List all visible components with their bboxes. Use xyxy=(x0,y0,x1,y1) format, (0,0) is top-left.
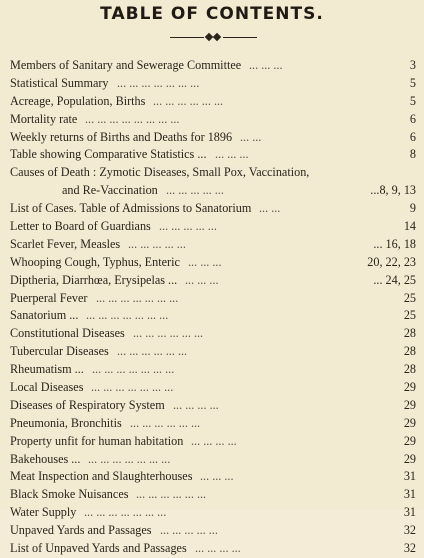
toc-entry-page: 29 xyxy=(403,397,416,412)
toc-entry-page: ... 16, 18 xyxy=(373,236,416,251)
toc-entry-leader: ... ... ... xyxy=(215,147,249,162)
toc-entry-leader: ... ... xyxy=(240,129,262,144)
toc-entry-page: 28 xyxy=(403,362,416,377)
toc-entry-label: Diptheria, Diarrhœa, Erysipelas ... xyxy=(10,272,178,287)
toc-entry-leader: ... ... ... ... ... ... xyxy=(130,415,201,430)
toc-entry-leader: ... ... ... ... ... xyxy=(128,236,186,251)
toc-entry-leader: ... ... ... ... ... xyxy=(159,219,217,234)
rule-dot xyxy=(213,33,221,41)
toc-entry-leader: ... ... ... ... ... ... ... xyxy=(96,290,179,305)
toc-entry xyxy=(10,218,416,236)
toc-entry-leader: ... ... ... ... xyxy=(173,397,219,412)
toc-entry-page: 31 xyxy=(403,469,416,484)
page-title: TABLE OF CONTENTS. xyxy=(100,4,324,24)
table-of-contents xyxy=(10,57,416,558)
toc-entry-label: Black Smoke Nuisances xyxy=(10,487,129,502)
toc-entry-page: 20, 22, 23 xyxy=(367,254,416,269)
toc-entry-page: 31 xyxy=(403,505,416,520)
toc-entry-label: Bakehouses ... xyxy=(10,451,81,466)
rule-line-left xyxy=(170,37,204,38)
toc-entry-label: Diseases of Respiratory System xyxy=(10,397,165,412)
toc-entry-page: 32 xyxy=(403,523,416,538)
toc-entry-page: 28 xyxy=(403,326,416,341)
toc-entry-page: 6 xyxy=(409,129,416,144)
toc-entry-leader: ... ... ... ... ... ... xyxy=(133,326,204,341)
toc-entry-leader: ... ... ... ... ... ... ... xyxy=(84,505,167,520)
toc-entry xyxy=(10,361,416,379)
toc-entry-label: Causes of Death : Zymotic Diseases, Small Pox, Vaccination, xyxy=(10,165,310,180)
rule-line-right xyxy=(223,37,257,38)
toc-entry-leader: ... ... ... xyxy=(200,469,234,484)
toc-entry-leader: ... ... ... ... ... xyxy=(166,183,224,198)
toc-entry xyxy=(10,397,416,415)
toc-entry-label: Puerperal Fever xyxy=(10,290,88,305)
toc-entry xyxy=(10,504,416,522)
toc-entry-label: Mortality rate xyxy=(10,111,78,126)
toc-entry-leader: ... ... ... ... ... ... ... xyxy=(88,451,171,466)
toc-entry-page: 5 xyxy=(409,93,416,108)
toc-entry-leader: ... ... xyxy=(259,201,281,216)
toc-entry-page: 8 xyxy=(409,147,416,162)
toc-entry xyxy=(10,290,416,308)
toc-entry-page: 5 xyxy=(409,75,416,90)
toc-entry-leader: ... ... ... xyxy=(249,58,283,72)
toc-entry-leader: ... ... ... ... ... ... ... xyxy=(92,362,175,377)
toc-entry xyxy=(10,486,416,504)
toc-entry-page: ...8, 9, 13 xyxy=(370,183,416,198)
toc-entry-label: Property unfit for human habitation xyxy=(10,433,184,448)
toc-entry xyxy=(10,540,416,558)
toc-entry-label: List of Unpaved Yards and Passages xyxy=(10,541,187,556)
toc-entry-leader: ... ... ... xyxy=(185,272,219,287)
toc-entry xyxy=(10,57,416,75)
toc-entry-label: Unpaved Yards and Passages xyxy=(10,523,152,538)
toc-entry-leader: ... ... ... ... ... ... ... xyxy=(117,75,200,90)
toc-entry-label: Table showing Comparative Statistics ... xyxy=(10,147,207,162)
toc-entry-leader: ... ... ... ... ... ... ... xyxy=(91,380,174,395)
toc-entry-leader: ... ... ... ... xyxy=(195,541,241,556)
toc-entry xyxy=(10,415,416,433)
toc-entry-label: Members of Sanitary and Sewerage Committee xyxy=(10,58,242,72)
toc-entry-label: Scarlet Fever, Measles xyxy=(10,236,121,251)
toc-entry xyxy=(10,307,416,325)
toc-entry-page: 9 xyxy=(409,201,416,216)
toc-entry-label: Water Supply xyxy=(10,505,77,520)
toc-entry-label: Acreage, Population, Births xyxy=(10,93,146,108)
toc-entry xyxy=(10,468,416,486)
toc-entry xyxy=(10,75,416,93)
toc-entry xyxy=(10,93,416,111)
toc-entry-page: 29 xyxy=(403,451,416,466)
ornamental-rule xyxy=(168,33,258,43)
toc-entry-page: 25 xyxy=(403,308,416,323)
toc-entry xyxy=(10,433,416,451)
toc-entry-page: 14 xyxy=(403,219,416,234)
toc-entry xyxy=(10,325,416,343)
toc-entry xyxy=(10,111,416,129)
toc-entry xyxy=(10,343,416,361)
toc-entry-label: Statistical Summary xyxy=(10,75,109,90)
toc-entry-leader: ... ... ... ... ... ... xyxy=(117,344,188,359)
toc-entry xyxy=(10,451,416,469)
toc-entry-label: List of Cases. Table of Admissions to Sanatorium xyxy=(10,201,252,216)
toc-entry-label: Local Diseases xyxy=(10,380,84,395)
toc-entry-page: 31 xyxy=(403,487,416,502)
toc-entry-label: Constitutional Diseases xyxy=(10,326,125,341)
toc-entry-leader: ... ... ... ... ... ... ... xyxy=(86,308,169,323)
toc-entry-label: and Re-Vaccination xyxy=(62,183,158,198)
toc-entry-label: Sanatorium ... xyxy=(10,308,79,323)
toc-entry-page: 29 xyxy=(403,380,416,395)
toc-entry-page: 25 xyxy=(403,290,416,305)
toc-entry-label: Meat Inspection and Slaughterhouses xyxy=(10,469,193,484)
toc-entry-page: ... 24, 25 xyxy=(373,272,416,287)
toc-entry-label: Weekly returns of Births and Deaths for 1896 xyxy=(10,129,233,144)
toc-entry-page: 6 xyxy=(409,111,416,126)
toc-entry-leader: ... ... ... ... xyxy=(191,433,237,448)
toc-entry-page: 29 xyxy=(403,415,416,430)
toc-entry-page: 29 xyxy=(403,433,416,448)
toc-entry-leader: ... ... ... xyxy=(188,254,222,269)
toc-entry xyxy=(10,236,416,254)
toc-entry-label: Rheumatism ... xyxy=(10,362,84,377)
toc-entry xyxy=(10,272,416,290)
toc-entry-leader: ... ... ... ... ... ... xyxy=(153,93,224,108)
toc-entry xyxy=(10,182,416,200)
toc-entry xyxy=(10,200,416,218)
toc-entry-leader: ... ... ... ... ... ... xyxy=(136,487,207,502)
toc-entry xyxy=(10,254,416,272)
toc-entry-page: 28 xyxy=(403,344,416,359)
toc-entry-page: 32 xyxy=(403,541,416,556)
toc-entry-label: Letter to Board of Guardians xyxy=(10,219,151,234)
toc-entry xyxy=(10,379,416,397)
toc-entry-label: Tubercular Diseases xyxy=(10,344,109,359)
toc-entry xyxy=(10,164,416,182)
toc-entry-leader: ... ... ... ... ... xyxy=(160,523,218,538)
toc-entry xyxy=(10,522,416,540)
toc-entry-label: Whooping Cough, Typhus, Enteric xyxy=(10,254,180,269)
toc-entry-leader: ... ... ... ... ... ... ... ... xyxy=(85,111,180,126)
toc-entry xyxy=(10,129,416,147)
toc-entry-page: 3 xyxy=(409,58,416,72)
toc-entry xyxy=(10,146,416,164)
toc-entry-label: Pneumonia, Bronchitis xyxy=(10,415,122,430)
